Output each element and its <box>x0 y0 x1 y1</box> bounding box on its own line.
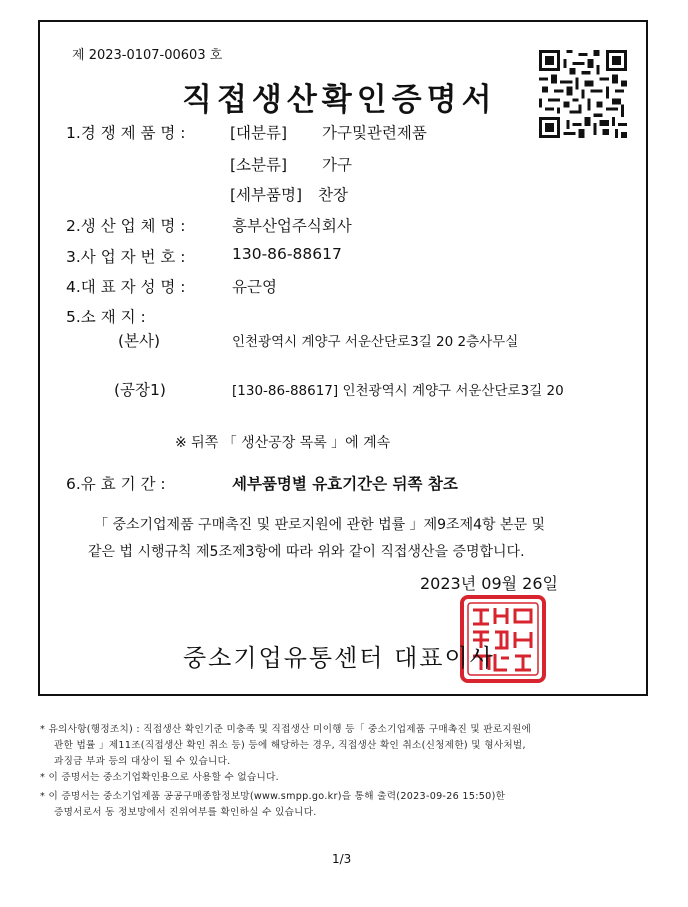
validity-value: 세부품명별 유효기간은 뒤쪽 참조 <box>232 475 458 493</box>
hq-address: 인천광역시 계양구 서운산단로3길 20 2층사무실 <box>232 334 519 350</box>
document-title: 직접생산확인증명서 <box>182 82 497 118</box>
minor-category-label: [소분류] <box>230 156 288 174</box>
footnote-3-line-1: * 이 증명서는 중소기업제품 공공구매종합정보망(www.smpp.go.kr)을 통해 출력(2023-09-26 15:50)한 <box>40 791 506 802</box>
company-value: 흥부산업주식회사 <box>232 217 352 235</box>
footnote-1-line-2: 관한 법률 」제11조(직접생산 확인 취소 등) 등에 해당하는 경우, 직접생산 확인 취소(신청제한) 및 형사처벌, <box>54 740 526 751</box>
statement-line-1: 「 중소기업제품 구매촉진 및 판로지원에 관한 법률 」제9조제4항 본문 및 <box>94 517 546 533</box>
qr-code-icon <box>539 50 627 138</box>
issuer-name: 중소기업유통센터 대표이사 <box>183 644 495 672</box>
document-number: 제 2023-0107-00603 호 <box>72 48 223 63</box>
detail-item-label: [세부품명] <box>230 186 302 204</box>
ceo-label: 4.대 표 자 성 명 : <box>66 278 186 296</box>
statement-line-2: 같은 법 시행규칙 제5조제3항에 따라 위와 같이 직접생산을 증명합니다. <box>88 544 525 560</box>
footnote-1-line-3: 과징금 부과 등의 대상이 될 수 있습니다. <box>54 756 231 767</box>
validity-label: 6.유 효 기 간 : <box>66 475 166 493</box>
company-label: 2.생 산 업 체 명 : <box>66 217 186 235</box>
footnote-1-line-1: * 유의사항(행정조치) : 직접생산 확인기준 미충족 및 직접생산 미이행 등「 중소기업제품 구매촉진 및 판로지원에 <box>40 724 532 735</box>
factory-label: (공장1) <box>114 381 166 399</box>
major-category-label: [대분류] <box>230 124 288 142</box>
product-label: 1.경 쟁 제 품 명 : <box>66 124 186 142</box>
page-number: 1/3 <box>332 852 352 866</box>
major-category-value: 가구및관련제품 <box>322 124 427 142</box>
minor-category-value: 가구 <box>322 156 352 174</box>
issue-date: 2023년 09월 26일 <box>420 574 558 593</box>
footnote-3-line-2: 증명서로서 동 정보망에서 진위여부를 확인하실 수 있습니다. <box>54 807 317 818</box>
location-label: 5.소 재 지 : <box>66 308 146 326</box>
detail-item-value: 찬장 <box>318 186 348 204</box>
ceo-value: 유근영 <box>232 278 277 296</box>
business-number-value: 130-86-88617 <box>232 245 342 263</box>
continued-note: ※ 뒤쪽 「 생산공장 목록 」에 계속 <box>175 435 391 451</box>
factory-address: [130-86-88617] 인천광역시 계양구 서운산단로3길 20 <box>232 383 564 399</box>
business-number-label: 3.사 업 자 번 호 : <box>66 248 186 266</box>
hq-label: (본사) <box>118 332 161 350</box>
footnote-2: * 이 증명서는 중소기업확인용으로 사용할 수 없습니다. <box>40 772 280 783</box>
